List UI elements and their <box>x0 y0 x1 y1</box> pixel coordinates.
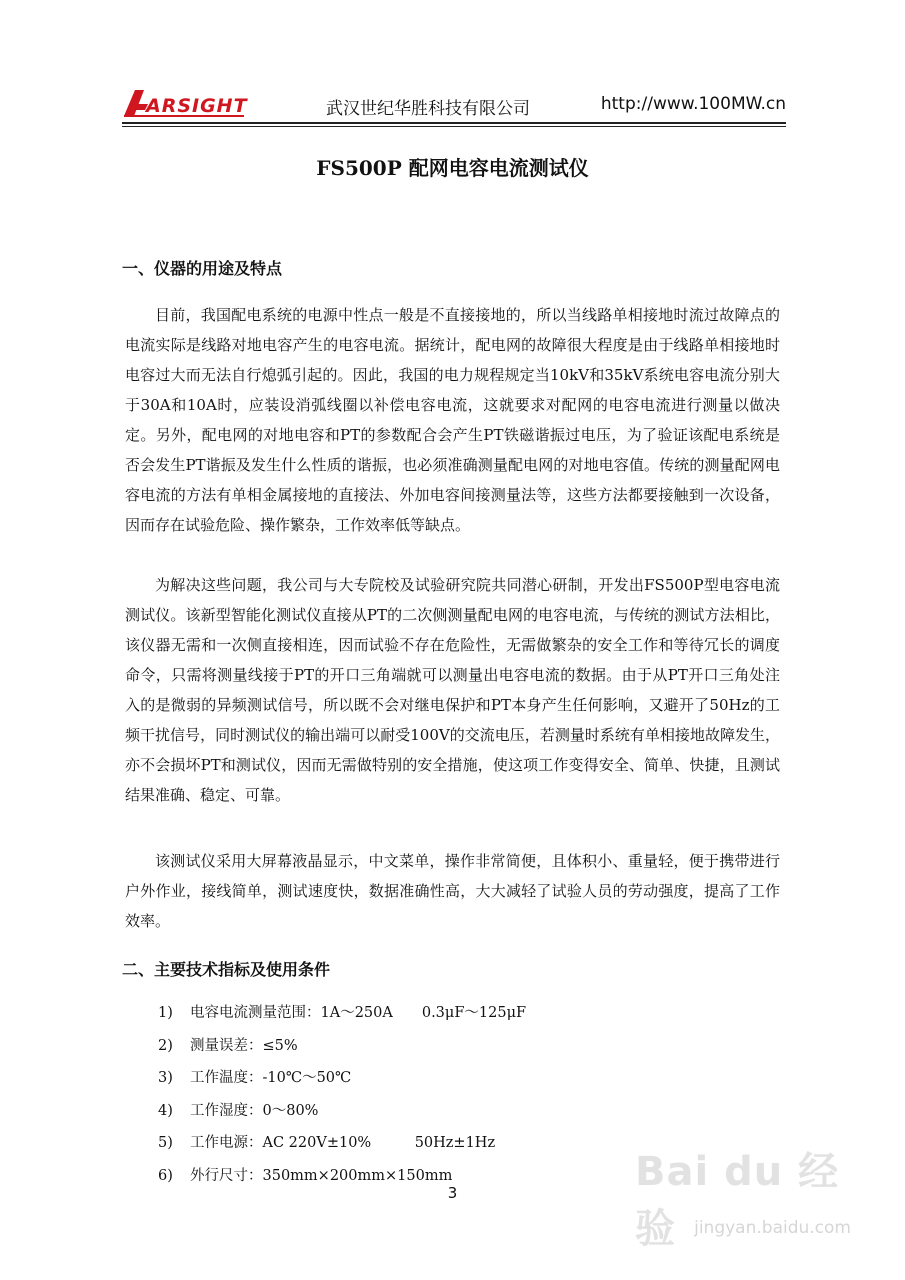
header-rule-thick <box>122 122 786 124</box>
list-item-number: 6) <box>158 1167 173 1184</box>
logo-text: ARSIGHT <box>146 95 248 117</box>
page-number: 3 <box>447 1184 458 1202</box>
header-rule-thin <box>122 126 786 127</box>
list-item-text: 外行尺寸：350mm×200mm×150mm <box>190 1167 453 1184</box>
list-item-text: 测量误差：≤5% <box>190 1037 298 1054</box>
paragraph-3: 该测试仪采用大屏幕液晶显示，中文菜单，操作非常简便，且体积小、重量轻，便于携带进行户外作业，接线简单，测试速度快，数据准确性高，大大减轻了试验人员的劳动强度，提高了工作效率。 <box>125 852 780 930</box>
list-item-number: 4) <box>158 1102 173 1119</box>
spec-list <box>158 1000 526 1195</box>
list-item-text: 工作电源：AC 220V±10% 50Hz±1Hz <box>190 1135 496 1151</box>
paragraph-2: 为解决这些问题，我公司与大专院校及试验研究院共同潜心研制，开发出FS500P型电容电流测试仪。该新型智能化测试仪直接从PT的二次侧测量配电网的电容电流，与传统的测试方法相比，该仪器无需和一次侧直接相连，因而试验不存在危险性，无需做繁杂的安全工作和等待冗长的调度命令，只需将测量线接于PT的开口三角端就可以测量出电容电流的数据。由于从PT开口三角处注入的是微弱的异频测试信号，所以既不会对继电保护和PT本身产生任何影响，又避开了50Hz的工频干扰信号，同时测试仪的输出端可以耐受100V的交流电压，若测量时系统有单相接地故障发生，亦不会损坏PT和测试仪，因而无需做特别的安全措施，使这项工作变得安全、简单、快捷，且测试结果准确、稳定、可靠。 <box>125 576 780 804</box>
page-header <box>122 86 786 124</box>
document-title: FS500P 配网电容电流测试仪 <box>316 156 589 180</box>
list-item-number: 1) <box>158 1005 173 1021</box>
list-item <box>158 1033 526 1066</box>
paragraph-1: 目前，我国配电系统的电源中性点一般是不直接接地的，所以当线路单相接地时流过故障点的电流实际是线路对地电容产生的电容电流。据统计，配电网的故障很大程度是由于线路单相接地时电容过大而无法自行熄弧引起的。因此，我国的电力规程规定当10kV和35kV系统电容电流分别大于30A和10A时，应装设消弧线圈以补偿电容电流，这就要求对配网的电容电流进行测量以做决定。另外，配电网的对地电容和PT的参数配合会产生PT铁磁谐振过电压，为了验证该配电系统是否会发生PT谐振及发生什么性质的谐振，也必须准确测量配电网的对地电容值。传统的测量配网电容电流的方法有单相金属接地的直接法、外加电容间接测量法等，这些方法都要接触到一次设备，因而存在试验危险、操作繁杂，工作效率低等缺点。 <box>125 306 780 534</box>
list-item-text: 工作温度：-10℃～50℃ <box>190 1070 352 1086</box>
list-item <box>158 1098 526 1131</box>
list-item <box>158 1130 526 1163</box>
watermark-brand: Bai du 经验 <box>635 1149 840 1252</box>
section-heading-1: 一、仪器的用途及特点 <box>122 259 283 278</box>
list-item-number: 2) <box>158 1037 173 1054</box>
list-item <box>158 1065 526 1098</box>
list-item-text: 工作湿度：0～80% <box>190 1102 319 1119</box>
company-url[interactable]: http://www.100MW.cn <box>600 94 786 114</box>
list-item-number: 5) <box>158 1135 173 1151</box>
company-name: 武汉世纪华胜科技有限公司 <box>326 99 530 119</box>
list-item-number: 3) <box>158 1070 173 1086</box>
list-item-text: 电容电流测量范围：1A～250A 0.3μF～125μF <box>190 1005 527 1021</box>
section-heading-2: 二、主要技术指标及使用条件 <box>122 960 331 979</box>
watermark-url: jingyan.baidu.com <box>694 1218 851 1238</box>
list-item <box>158 1000 526 1033</box>
watermark <box>635 1140 855 1260</box>
